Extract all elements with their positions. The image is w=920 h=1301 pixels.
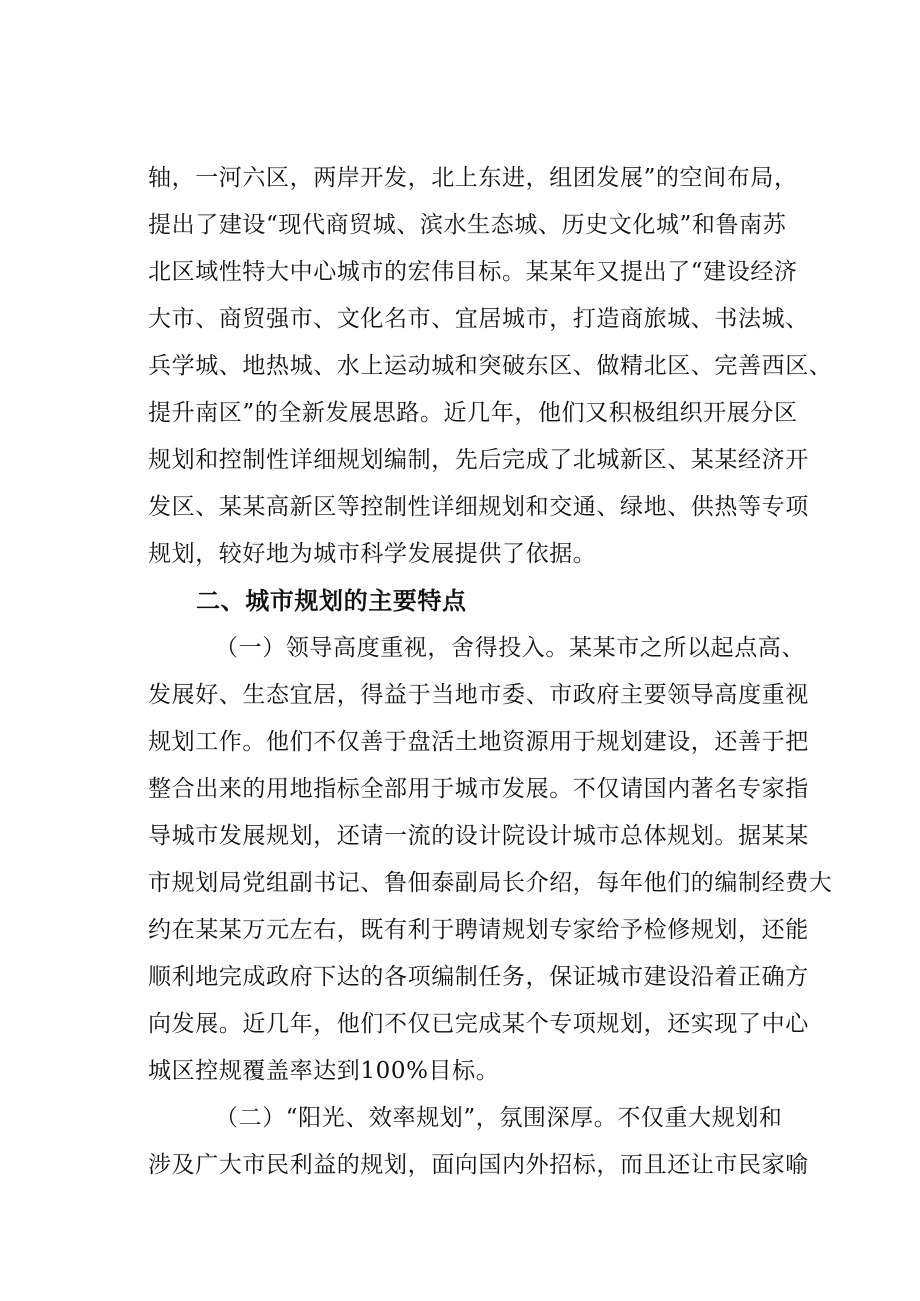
- text-line: 提升南区”的全新发展思路。近几年，他们又积极组织开展分区: [148, 400, 798, 426]
- text-line: 规划，较好地为城市科学发展提供了依据。: [148, 541, 597, 567]
- paragraph-line: 整合出来的用地指标全部用于城市发展。不仅请国内著名专家指: [148, 776, 809, 802]
- paragraph-line: 约在某某万元左右，既有利于聘请规划专家给予检修规划，还能: [148, 917, 809, 943]
- text-line: 轴，一河六区，两岸开发，北上东进，组团发展”的空间布局，: [148, 165, 798, 191]
- text-line: 兵学城、地热城、水上运动城和突破东区、做精北区、完善西区、: [148, 353, 833, 379]
- paragraph-line: 顺利地完成政府下达的各项编制任务，保证城市建设沿着正确方: [148, 964, 809, 990]
- paragraph-line: 涉及广大市民利益的规划，面向国内外招标，而且还让市民家喻: [148, 1152, 809, 1178]
- text-line: 大市、商贸强市、文化名市、宜居城市，打造商旅城、书法城、: [148, 306, 809, 332]
- paragraph-line: （一）领导高度重视，舍得投入。某某市之所以起点高、: [215, 635, 805, 661]
- text-line: 北区域性特大中心城市的宏伟目标。某某年又提出了“建设经济: [148, 259, 798, 285]
- section-heading: 二、城市规划的主要特点: [196, 587, 467, 615]
- paragraph-line: 城区控规覆盖率达到100%目标。: [148, 1058, 500, 1084]
- paragraph-line: 发展好、生态宜居，得益于当地市委、市政府主要领导高度重视: [148, 682, 809, 708]
- paragraph-line: 规划工作。他们不仅善于盘活土地资源用于规划建设，还善于把: [148, 729, 809, 755]
- paragraph-line: 向发展。近几年，他们不仅已完成某个专项规划，还实现了中心: [148, 1011, 809, 1037]
- text-line: 发区、某某高新区等控制性详细规划和交通、绿地、供热等专项: [148, 494, 809, 520]
- paragraph-line: （二）“阳光、效率规划”，氛围深厚。不仅重大规划和: [215, 1105, 783, 1131]
- text-line: 规划和控制性详细规划编制，先后完成了北城新区、某某经济开: [148, 447, 809, 473]
- text-line: 提出了建设“现代商贸城、滨水生态城、历史文化城”和鲁南苏: [148, 212, 787, 238]
- paragraph-line: 市规划局党组副书记、鲁佃泰副局长介绍，每年他们的编制经费大: [148, 870, 833, 896]
- paragraph-line: 导城市发展规划，还请一流的设计院设计城市总体规划。据某某: [148, 823, 809, 849]
